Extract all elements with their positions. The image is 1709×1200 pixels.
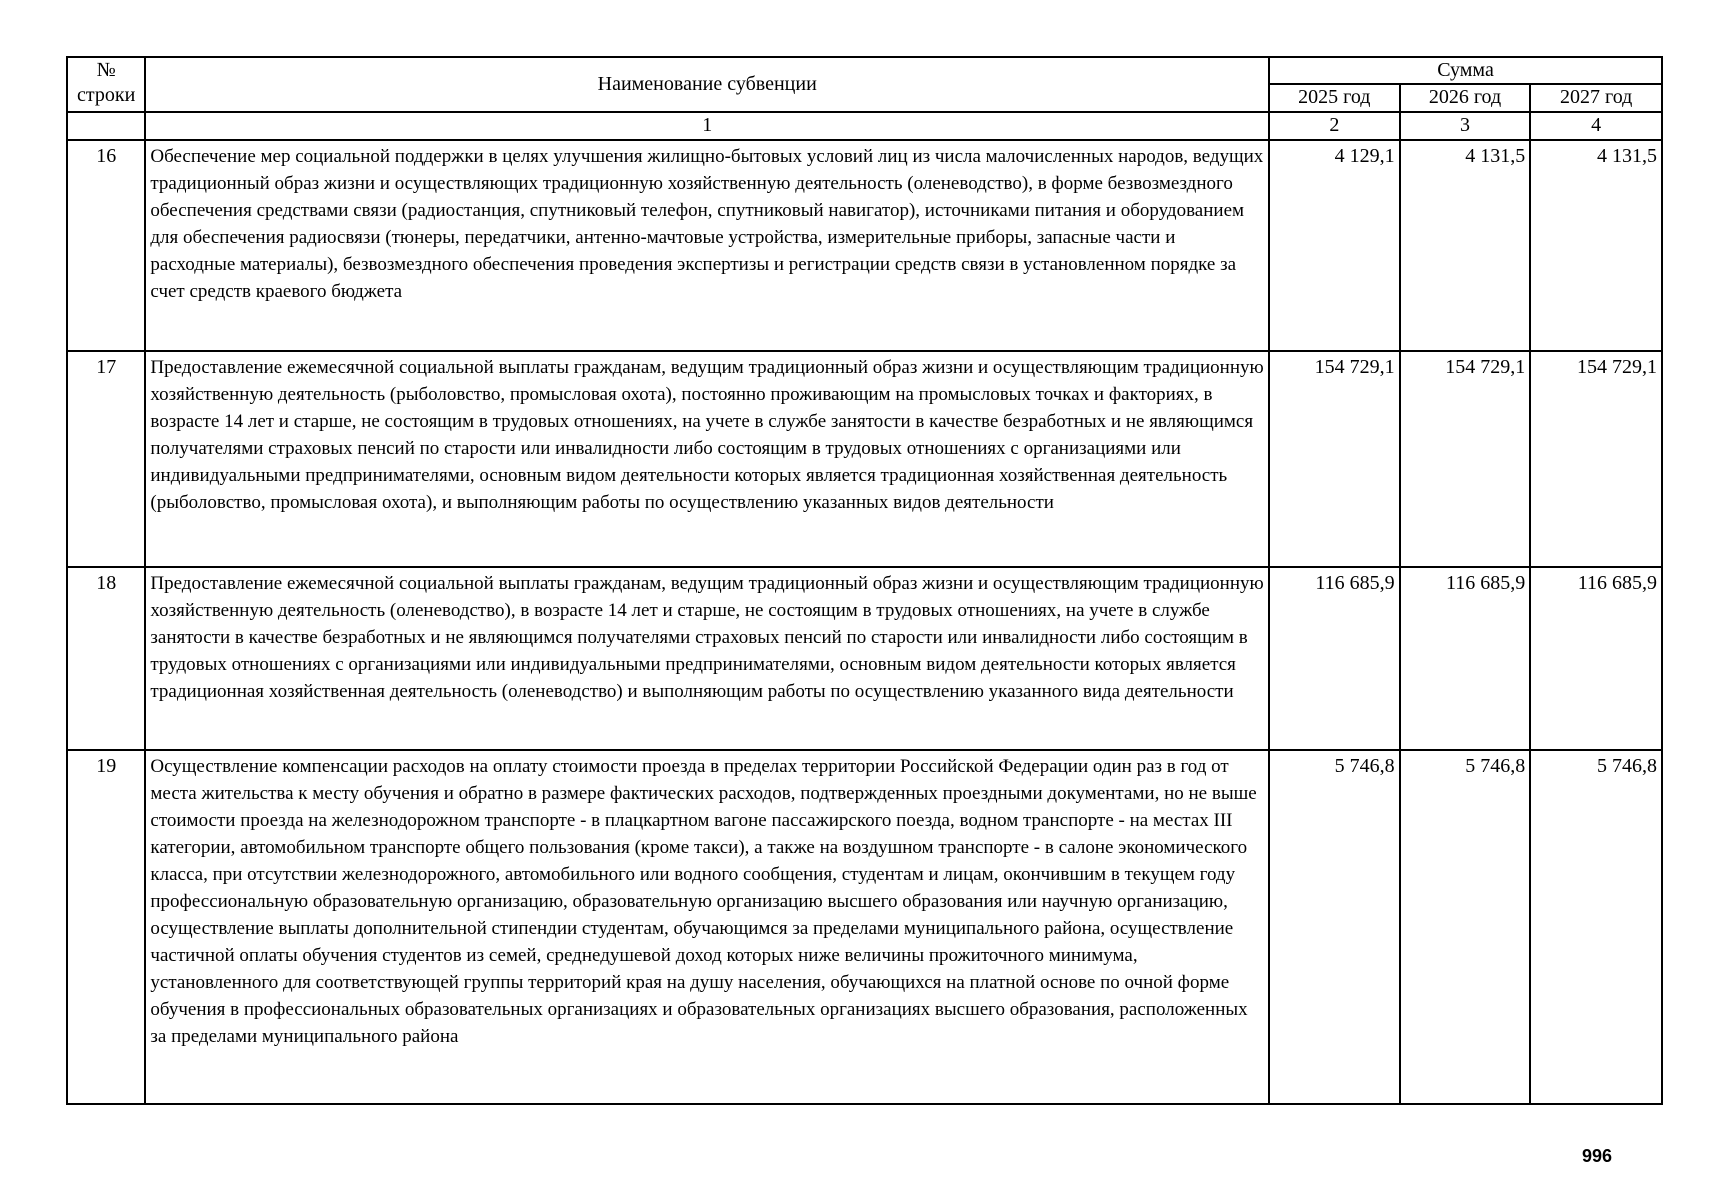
subvention-name: Обеспечение мер социальной поддержки в целях улучшения жилищно-бытовых условий лиц из числа малочисленных народов, ведущих традиционный образ жизни и осуществляющих традиционную хозяйственную деятельность (оленеводство), в форме безвозмездного обеспечения средствами связи (радиостанция, спутниковый телефон, спутниковый навигатор), источниками питания и оборудованием для обеспечения радиосвязи (тюнеры, передатчики, антенно-мачтовые устройства, измерительные приборы, запасные части и расходные материалы), безвозмездного обеспечения проведения экспертизы и регистрации средств связи в установленном порядке за счет средств краевого бюджета xyxy=(145,140,1269,351)
table-row xyxy=(67,750,1662,1104)
amount-2025: 4 129,1 xyxy=(1269,140,1400,351)
table-row xyxy=(67,567,1662,750)
column-number-3: 3 xyxy=(1400,112,1531,140)
row-number: 19 xyxy=(67,750,145,1104)
subventions-table xyxy=(66,56,1663,1105)
amount-2027: 4 131,5 xyxy=(1530,140,1662,351)
column-number-2: 2 xyxy=(1269,112,1400,140)
row-number: 18 xyxy=(67,567,145,750)
header-row-1 xyxy=(67,57,1662,84)
column-number-row xyxy=(67,112,1662,140)
column-number-1: 1 xyxy=(145,112,1269,140)
row-number-header-line1: № xyxy=(96,59,116,81)
amount-2027: 154 729,1 xyxy=(1530,351,1662,567)
row-number: 17 xyxy=(67,351,145,567)
table-row xyxy=(67,140,1662,351)
amount-2027: 5 746,8 xyxy=(1530,750,1662,1104)
page-number: 996 xyxy=(1582,1146,1613,1166)
sum-header: Сумма xyxy=(1269,57,1662,84)
amount-2025: 5 746,8 xyxy=(1269,750,1400,1104)
row-number-header-line2: строки xyxy=(77,84,136,106)
amount-2026: 116 685,9 xyxy=(1400,567,1531,750)
subvention-name: Предоставление ежемесячной социальной выплаты гражданам, ведущим традиционный образ жизни и осуществляющим традиционную хозяйственную деятельность (оленеводство), в возрасте 14 лет и старше, не состоящим в трудовых отношениях, на учете в службе занятости в качестве безработных и не являющимся получателями страховых пенсий по старости или инвалидности либо состоящим в трудовых отношениях с организациями или индивидуальными предпринимателями, основным видом деятельности которых является традиционная хозяйственная деятельность (оленеводство) и выполняющим работы по осуществлению указанного вида деятельности xyxy=(145,567,1269,750)
amount-2026: 154 729,1 xyxy=(1400,351,1531,567)
year-header-2027: 2027 год xyxy=(1530,84,1662,112)
amount-2026: 5 746,8 xyxy=(1400,750,1531,1104)
amount-2025: 154 729,1 xyxy=(1269,351,1400,567)
amount-2027: 116 685,9 xyxy=(1530,567,1662,750)
row-number: 16 xyxy=(67,140,145,351)
column-number-empty xyxy=(67,112,145,140)
subvention-name: Осуществление компенсации расходов на оплату стоимости проезда в пределах территории Российской Федерации один раз в год от места жительства к месту обучения и обратно в размере фактических расходов, подтвержденных проездными документами, но не выше стоимости проезда на железнодорожном транспорте - в плацкартном вагоне пассажирского поезда, водном транспорте - на местах III категории, автомобильном транспорте общего пользования (кроме такси), а также на воздушном транспорте - в салоне экономического класса, при отсутствии железнодорожного, автомобильного или водного сообщения, студентам и лицам, окончившим в текущем году профессиональную образовательную организацию, образовательную организацию высшего образования или научную организацию, осуществление выплаты дополнительной стипендии студентам, обучающимся за пределами муниципального района, осуществление частичной оплаты обучения студентов из семей, среднедушевой доход которых ниже величины прожиточного минимума, установленного для соответствующей группы территорий края на душу населения, обучающихся на платной основе по очной форме обучения в профессиональных образовательных организациях и образовательных организациях высшего образования, расположенных за пределами муниципального района xyxy=(145,750,1269,1104)
amount-2025: 116 685,9 xyxy=(1269,567,1400,750)
amount-2026: 4 131,5 xyxy=(1400,140,1531,351)
row-number-header xyxy=(67,57,145,112)
year-header-2025: 2025 год xyxy=(1269,84,1400,112)
subvention-name: Предоставление ежемесячной социальной выплаты гражданам, ведущим традиционный образ жизни и осуществляющим традиционную хозяйственную деятельность (рыболовство, промысловая охота), постоянно проживающим на промысловых точках и факториях, в возрасте 14 лет и старше, не состоящим в трудовых отношениях, на учете в службе занятости в качестве безработных и не являющимся получателями страховых пенсий по старости или инвалидности либо состоящим в трудовых отношениях с организациями или индивидуальными предпринимателями, основным видом деятельности которых является традиционная хозяйственная деятельность (рыболовство, промысловая охота), и выполняющим работы по осуществлению указанных видов деятельности xyxy=(145,351,1269,567)
table-row xyxy=(67,351,1662,567)
subvention-name-header: Наименование субвенции xyxy=(145,57,1269,112)
year-header-2026: 2026 год xyxy=(1400,84,1531,112)
column-number-4: 4 xyxy=(1530,112,1662,140)
